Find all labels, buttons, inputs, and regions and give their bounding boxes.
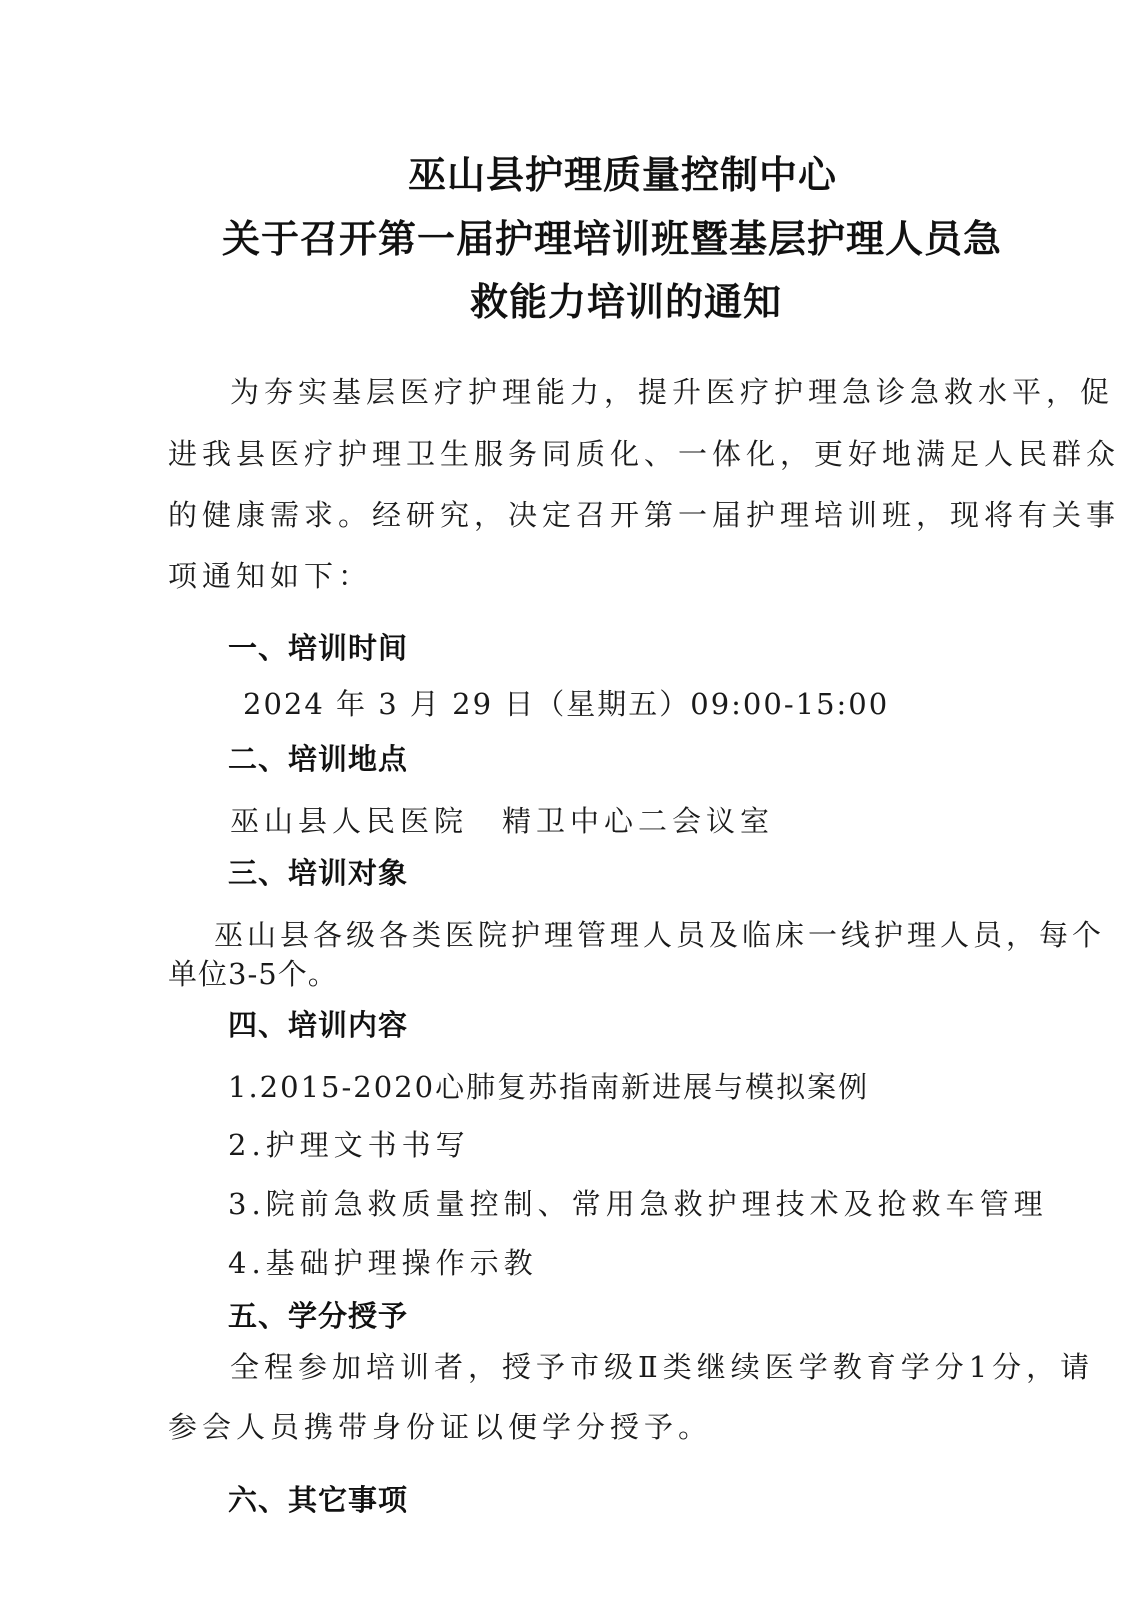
intro-line-3: 的健康需求。经研究，决定召开第一届护理培训班，现将有关事 (168, 498, 1121, 532)
section-time-content: 2024 年 3 月 29 日（星期五）09:00-15:00 (243, 687, 890, 721)
section-audience-heading: 三、培训对象 (228, 856, 409, 890)
intro-line-1: 为夯实基层医疗护理能力，提升医疗护理急诊急救水平，促 (230, 375, 1115, 409)
section-content-heading: 四、培训内容 (228, 1008, 409, 1042)
section-time-heading: 一、培训时间 (228, 631, 409, 665)
section-audience-line-1: 巫山县各级各类医院护理管理人员及临床一线护理人员，每个 (214, 918, 1106, 952)
content-item-4: 4.基础护理操作示教 (228, 1246, 538, 1280)
content-item-2: 2.护理文书书写 (228, 1128, 470, 1162)
section-credit-line-2: 参会人员携带身份证以便学分授予。 (168, 1410, 713, 1444)
intro-line-4: 项通知如下： (168, 559, 373, 593)
content-item-1: 1.2015-2020心肺复苏指南新进展与模拟案例 (228, 1070, 870, 1104)
section-other-heading: 六、其它事项 (228, 1483, 409, 1517)
section-credit-heading: 五、学分授予 (228, 1299, 409, 1333)
content-item-3: 3.院前急救质量控制、常用急救护理技术及抢救车管理 (228, 1187, 1048, 1221)
section-location-heading: 二、培训地点 (228, 742, 409, 776)
intro-line-2: 进我县医疗护理卫生服务同质化、一体化，更好地满足人民群众 (168, 437, 1121, 471)
section-credit-line-1: 全程参加培训者，授予市级Ⅱ类继续医学教育学分1分，请 (230, 1350, 1095, 1384)
title-line-3: 救能力培训的通知 (470, 280, 783, 324)
title-line-1: 巫山县护理质量控制中心 (408, 153, 838, 197)
section-location-content: 巫山县人民医院 精卫中心二会议室 (230, 804, 775, 838)
title-line-2: 关于召开第一届护理培训班暨基层护理人员急 (222, 217, 1003, 261)
section-audience-line-2: 单位3-5个。 (168, 957, 338, 991)
